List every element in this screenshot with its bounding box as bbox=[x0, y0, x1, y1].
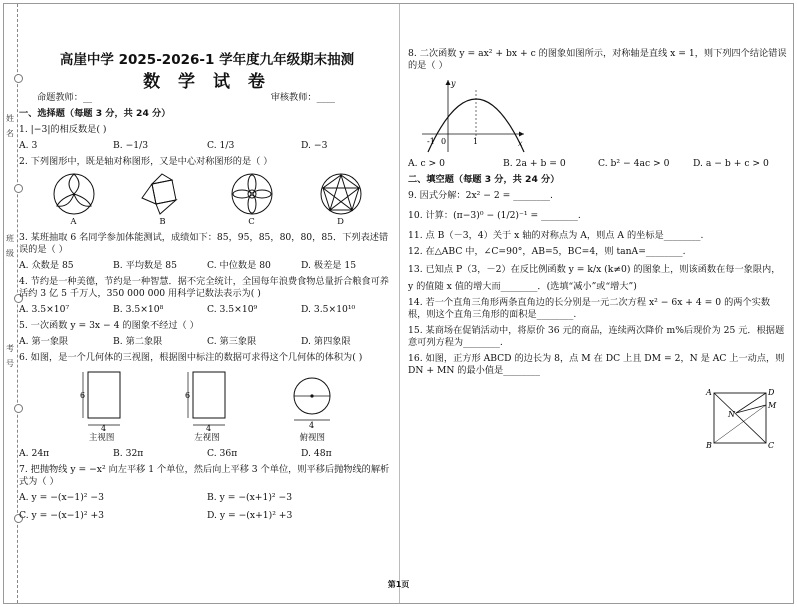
three-arc-circle-figure bbox=[51, 172, 97, 216]
reviewer-value: ____ bbox=[316, 92, 335, 103]
question-5: 5. 一次函数 y = 3x − 4 的图象不经过（ ） bbox=[19, 320, 199, 331]
option: C. 3.5×10⁹ bbox=[207, 304, 258, 315]
question-8: 8. 二次函数 y = ax² + bx + c 的图象如图所示，对称轴是直线 x = 1，则下列四个结论错误的是（ ） bbox=[408, 48, 787, 71]
three-views bbox=[19, 370, 395, 444]
binding-label: 考 bbox=[6, 344, 14, 353]
option: A. 众数是 85 bbox=[19, 260, 74, 271]
left-column bbox=[19, 16, 395, 522]
setter-label: 命题教师： bbox=[37, 92, 83, 103]
option: D. 48π bbox=[301, 448, 332, 459]
teacher-row bbox=[19, 92, 395, 104]
option: D. 极差是 15 bbox=[301, 260, 357, 271]
option: B. 平均数是 85 bbox=[113, 260, 177, 271]
dim-width: 4 bbox=[309, 421, 315, 430]
reviewer-field bbox=[271, 92, 335, 104]
section-heading: 二、填空题（每题 3 分，共 24 分） bbox=[408, 174, 560, 185]
option: B. −1/3 bbox=[113, 140, 149, 151]
option: D. a − b + c > 0 bbox=[693, 158, 769, 169]
column-divider bbox=[399, 4, 400, 603]
vertex-b: B bbox=[706, 441, 712, 450]
binding-label: 姓 bbox=[6, 114, 14, 123]
dim-width: 4 bbox=[205, 424, 212, 432]
option: D. 第四象限 bbox=[301, 336, 351, 347]
side-view-drawing bbox=[185, 370, 229, 432]
figure-c bbox=[229, 172, 275, 228]
tick-one: 1 bbox=[473, 137, 479, 146]
question-14: 14. 若一个直角三角形两条直角边的长分别是一元二次方程 x² − 6x + 4 = 0 的两个实数根，则这个直角三角形的面积是________. bbox=[408, 297, 771, 320]
option: A. c > 0 bbox=[408, 158, 446, 169]
question-10: 10. 计算：(π−3)⁰ − (1/2)⁻¹ = ________. bbox=[408, 210, 581, 221]
setter-field bbox=[37, 92, 92, 104]
figure-d bbox=[318, 172, 364, 228]
tick-neg1: -1 bbox=[427, 137, 435, 146]
binding-label: 号 bbox=[6, 359, 14, 368]
dim-height: 6 bbox=[79, 391, 85, 400]
option: B. 第二象限 bbox=[113, 336, 163, 347]
question-1: 1. |−3|的相反数是( ) bbox=[19, 124, 107, 135]
option: C. 第三象限 bbox=[207, 336, 257, 347]
page-footer: 第1页 bbox=[387, 580, 410, 589]
exam-page bbox=[3, 3, 794, 604]
question-2-figures bbox=[19, 172, 395, 228]
question-15: 15. 某商场在促销活动中，将原价 36 元的商品，连续两次降价 m%后现价为 25 元．根据题意可列方程为________. bbox=[408, 325, 785, 348]
figure-a bbox=[51, 172, 97, 228]
view-label: 俯视图 bbox=[299, 433, 326, 443]
question-9: 9. 因式分解：2x² − 2 = ________. bbox=[408, 190, 553, 201]
option: A. 3.5×10⁷ bbox=[19, 304, 70, 315]
y-axis-label: y bbox=[451, 79, 456, 88]
question-1-options bbox=[19, 140, 395, 152]
pythagoras-figure bbox=[140, 172, 186, 216]
binding-label: 级 bbox=[6, 249, 14, 258]
right-column bbox=[408, 16, 788, 451]
question-13: 13. 已知点 P（3，－2）在反比例函数 y = k/x (k≠0) 的图象上，则该函数在每一象限内， bbox=[408, 264, 781, 275]
option: A. 第一象限 bbox=[19, 336, 69, 347]
option: C. 36π bbox=[207, 448, 238, 459]
square-figure bbox=[704, 385, 784, 451]
section-heading: 一、选择题（每题 3 分，共 24 分） bbox=[19, 108, 171, 119]
front-view bbox=[80, 370, 124, 444]
option: B. 2a + b = 0 bbox=[503, 158, 566, 169]
exam-subtitle: 数 学 试 卷 bbox=[143, 72, 271, 92]
vertex-d: D bbox=[768, 388, 775, 397]
question-11: 11. 点 B（－3，4）关于 x 轴的对称点为 A，则点 A 的坐标是________. bbox=[408, 230, 704, 241]
option: D. y = −(x+1)² +3 bbox=[207, 510, 293, 521]
option: B. y = −(x+1)² −3 bbox=[207, 492, 293, 503]
view-label: 左视图 bbox=[194, 433, 220, 443]
binding-label: 班 bbox=[6, 234, 14, 243]
question-3-options bbox=[19, 260, 395, 272]
option: C. b² − 4ac > 0 bbox=[598, 158, 670, 169]
vertex-c: C bbox=[768, 441, 775, 450]
option: C. y = −(x−1)² +3 bbox=[19, 510, 105, 521]
figure-label: B bbox=[159, 217, 166, 227]
option: D. 3.5×10¹⁰ bbox=[301, 304, 356, 315]
option: A. y = −(x−1)² −3 bbox=[19, 492, 104, 503]
figure-label: A bbox=[70, 217, 77, 227]
parabola-graph bbox=[418, 76, 528, 154]
question-7: 7. 把抛物线 y = −x² 向左平移 1 个单位，然后向上平移 3 个单位，则平移后抛物线的解析式为（ ） bbox=[19, 464, 390, 487]
tick-zero: 0 bbox=[441, 137, 447, 146]
pentagon-star-figure bbox=[318, 172, 364, 216]
x-axis-label: x bbox=[518, 139, 523, 148]
question-6: 6. 如图，是一个几何体的三视图，根据图中标注的数据可求得这个几何体的体积为( ) bbox=[19, 352, 363, 363]
option: C. 中位数是 80 bbox=[207, 260, 271, 271]
question-13-continued: y 的值随 x 值的增大而________．(选填“减小”或“增大”) bbox=[408, 281, 637, 292]
question-16: 16. 如图，正方形 ABCD 的边长为 8，点 M 在 DC 上且 DM = 2，N 是 AC 上一动点，则 DN + MN 的最小值是________ bbox=[408, 353, 785, 376]
vertex-a: A bbox=[706, 388, 712, 397]
question-4: 4. 节约是一种美德，节约是一种智慧．据不完全统计，全国每年浪费食物总量折合粮食可养活约 3 亿 5 千万人，350 000 000 用科学记数法表示为( ) bbox=[19, 276, 389, 299]
question-3: 3. 某班抽取 6 名同学参加体能测试，成绩如下：85，95，85，80，80，85．下列表述错误的是（ ） bbox=[19, 232, 389, 255]
reviewer-label: 审核教师： bbox=[270, 92, 317, 103]
option: C. 1/3 bbox=[207, 140, 235, 151]
option: A. 24π bbox=[19, 448, 50, 459]
question-2: 2. 下列图形中，既是轴对称图形，又是中心对称图形的是（ ） bbox=[19, 156, 273, 167]
side-view bbox=[185, 370, 229, 444]
binding-label: 名 bbox=[6, 129, 14, 138]
question-4-options bbox=[19, 304, 395, 316]
question-5-options bbox=[19, 336, 395, 348]
figure-b bbox=[140, 172, 186, 228]
question-7-options bbox=[19, 492, 395, 522]
point-n: N bbox=[728, 410, 735, 419]
option: D. −3 bbox=[301, 140, 328, 151]
option: B. 3.5×10⁸ bbox=[113, 304, 164, 315]
top-view bbox=[290, 370, 334, 444]
top-view-drawing bbox=[290, 370, 334, 432]
option: A. 3 bbox=[19, 140, 38, 151]
flower-circle-figure bbox=[229, 172, 275, 216]
view-label: 主视图 bbox=[88, 433, 115, 443]
exam-title: 高崖中学 2025-2026-1 学年度九年级期末抽测 bbox=[59, 52, 355, 68]
question-6-options bbox=[19, 448, 395, 460]
point-m: M bbox=[768, 401, 777, 410]
question-12: 12. 在△ABC 中，∠C=90°，AB=5，BC=4，则 tanA=________. bbox=[408, 246, 686, 257]
figure-label: C bbox=[248, 217, 255, 227]
dim-width: 4 bbox=[100, 424, 106, 432]
figure-label: D bbox=[337, 217, 344, 227]
front-view-drawing bbox=[80, 370, 124, 432]
dim-height: 6 bbox=[184, 391, 191, 400]
option: B. 32π bbox=[113, 448, 144, 459]
question-8-options bbox=[408, 158, 788, 170]
setter-value: __ bbox=[82, 92, 93, 103]
